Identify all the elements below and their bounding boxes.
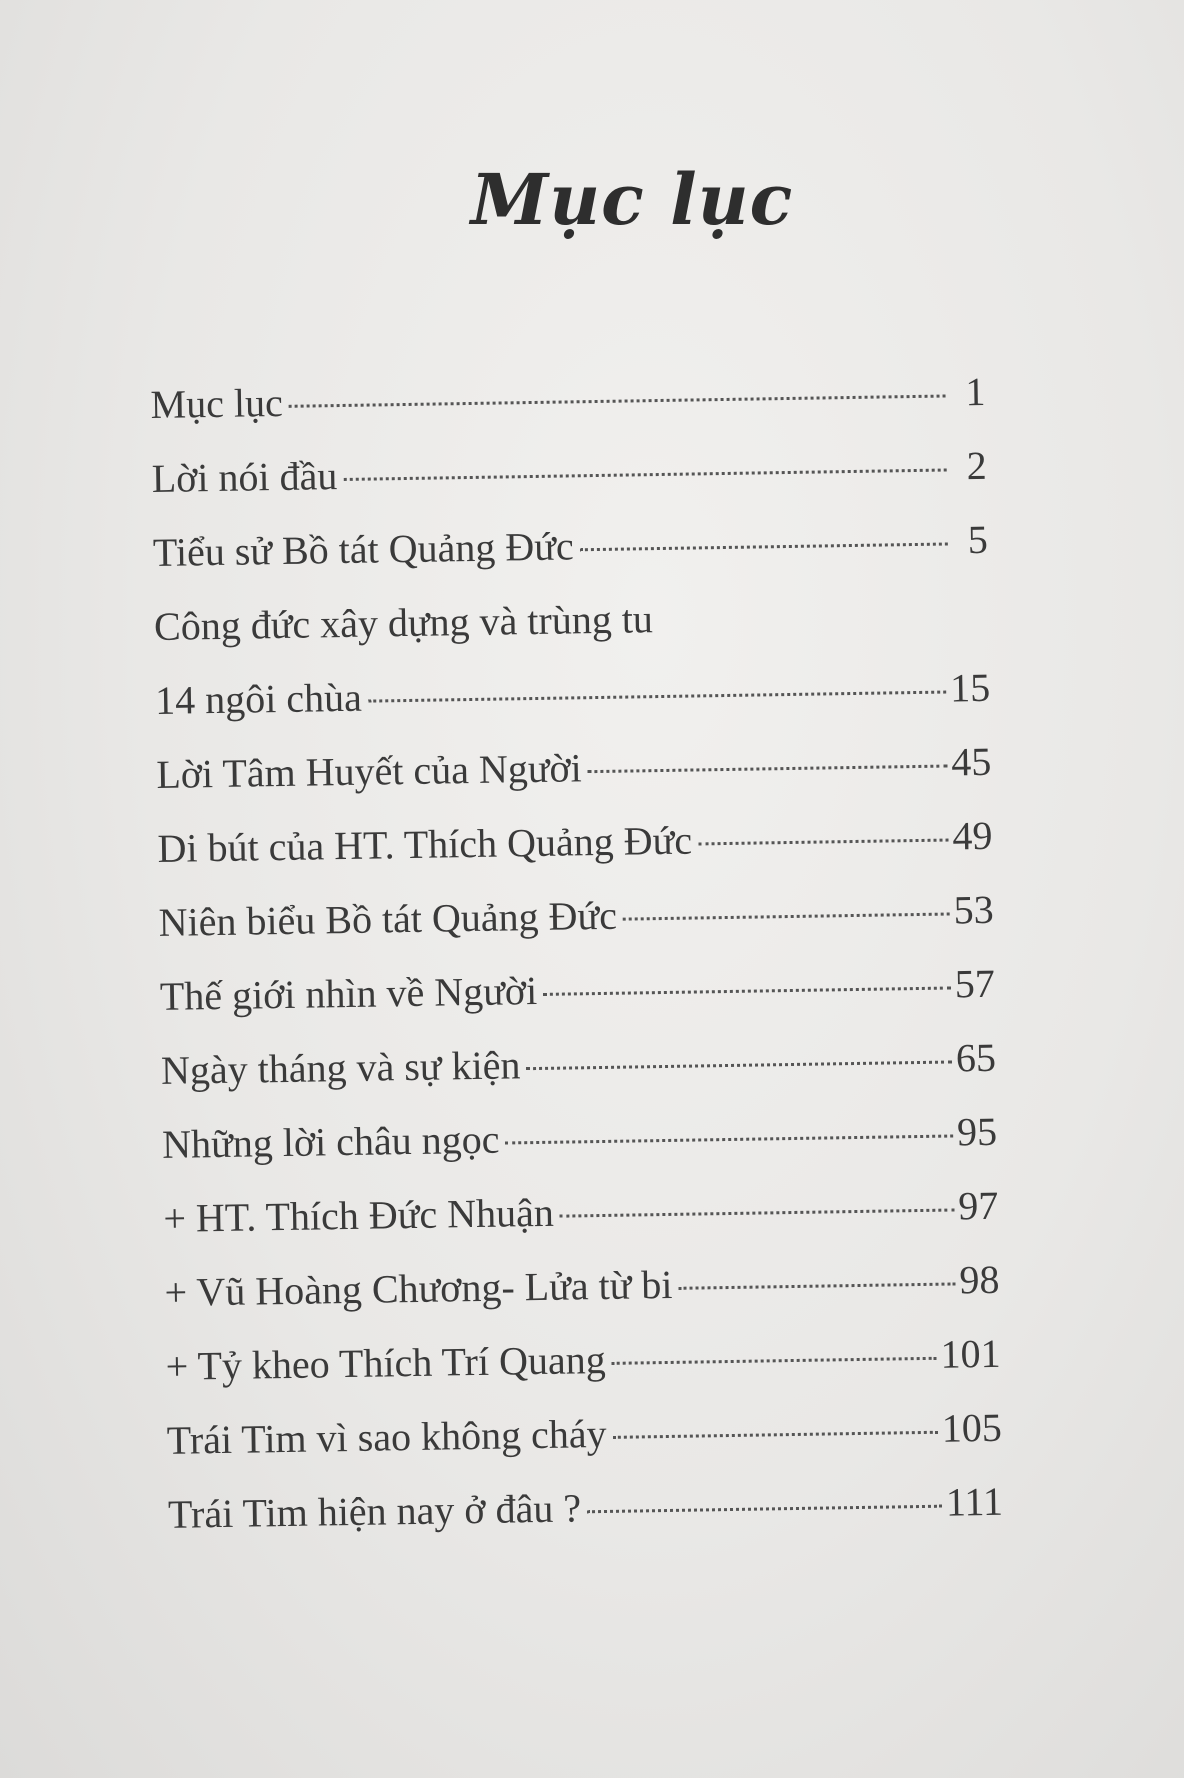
toc-entry-page: 2 — [966, 442, 987, 489]
toc-entry — [165, 1317, 1001, 1404]
toc-entry-label: Lời nói đầu — [151, 453, 338, 501]
toc-entry — [162, 1095, 998, 1182]
dot-leader — [588, 765, 948, 774]
dot-leader — [698, 839, 949, 846]
dot-leader — [505, 1134, 953, 1144]
dot-leader — [526, 1060, 952, 1070]
toc-entry-page: 57 — [954, 960, 996, 1007]
dot-leader — [560, 1208, 955, 1217]
dot-leader — [587, 1505, 942, 1514]
toc-entry — [155, 651, 991, 738]
toc-entry — [167, 1465, 1003, 1552]
dot-leader — [612, 1357, 937, 1365]
toc-entry-label: Tiểu sử Bồ tát Quảng Đức — [152, 523, 574, 575]
toc-entry — [160, 1021, 996, 1108]
toc-entry — [156, 725, 992, 812]
toc-entry-label: Niên biểu Bồ tát Quảng Đức — [158, 892, 618, 945]
toc-entry-page: 111 — [945, 1478, 1004, 1525]
toc-entry-page: 49 — [952, 812, 993, 859]
dot-leader — [368, 691, 946, 703]
toc-entry-page: 98 — [959, 1256, 1000, 1303]
toc-entry — [163, 1169, 999, 1256]
toc-entry — [159, 947, 995, 1034]
toc-entry-label: Mục lục — [150, 379, 284, 427]
toc-entry-label: Công đức xây dựng và trùng tu — [153, 596, 654, 649]
dot-leader — [623, 913, 950, 921]
toc-entry — [151, 429, 987, 516]
dot-leader — [678, 1282, 955, 1289]
dot-leader — [613, 1431, 938, 1439]
toc-entry-label: Lời Tâm Huyết của Người — [156, 745, 583, 797]
toc-entry-label: + HT. Thích Đức Nhuận — [163, 1189, 555, 1241]
toc-entry-label: 14 ngôi chùa — [154, 674, 363, 723]
dot-leader — [543, 986, 951, 995]
toc-entry-label: + Vũ Hoàng Chương- Lửa từ bi — [164, 1261, 673, 1315]
toc-entry-label: Trái Tim hiện nay ở đâu ? — [167, 1485, 582, 1537]
toc-entry — [164, 1243, 1000, 1330]
dot-leader — [580, 542, 948, 551]
toc-entry-page: 5 — [967, 516, 989, 563]
toc-entry-page: 65 — [955, 1034, 997, 1081]
toc-entry-label: Những lời châu ngọc — [161, 1116, 500, 1167]
toc-entry — [150, 355, 986, 442]
toc-entry-page: 1 — [965, 368, 986, 415]
toc-entry — [152, 503, 988, 590]
toc-entry — [157, 799, 993, 886]
toc-entry-label: Trái Tim vì sao không cháy — [166, 1410, 607, 1463]
dot-leader — [343, 468, 946, 480]
toc-entry-label: Ngày tháng và sự kiện — [160, 1042, 521, 1093]
toc-entry-label: + Tỷ kheo Thích Trí Quang — [165, 1336, 606, 1389]
toc-entry-page: 105 — [941, 1404, 1003, 1451]
toc-entry-label: Thế giới nhìn về Người — [159, 967, 538, 1019]
toc-entry — [153, 577, 989, 664]
toc-entry-page: 97 — [957, 1182, 999, 1229]
toc-entry-page: 45 — [950, 738, 992, 785]
toc-entry-page: 101 — [940, 1330, 1001, 1377]
page-title: Mục lục — [470, 158, 794, 241]
toc-entry-page: 15 — [949, 664, 991, 711]
toc-entry-page: 95 — [956, 1108, 998, 1155]
table-of-contents — [150, 355, 1003, 1552]
toc-entry-page: 53 — [953, 886, 994, 933]
dot-leader — [289, 395, 946, 408]
toc-entry-label: Di bút của HT. Thích Quảng Đức — [157, 817, 693, 871]
toc-entry — [166, 1391, 1002, 1478]
toc-entry — [158, 873, 994, 960]
